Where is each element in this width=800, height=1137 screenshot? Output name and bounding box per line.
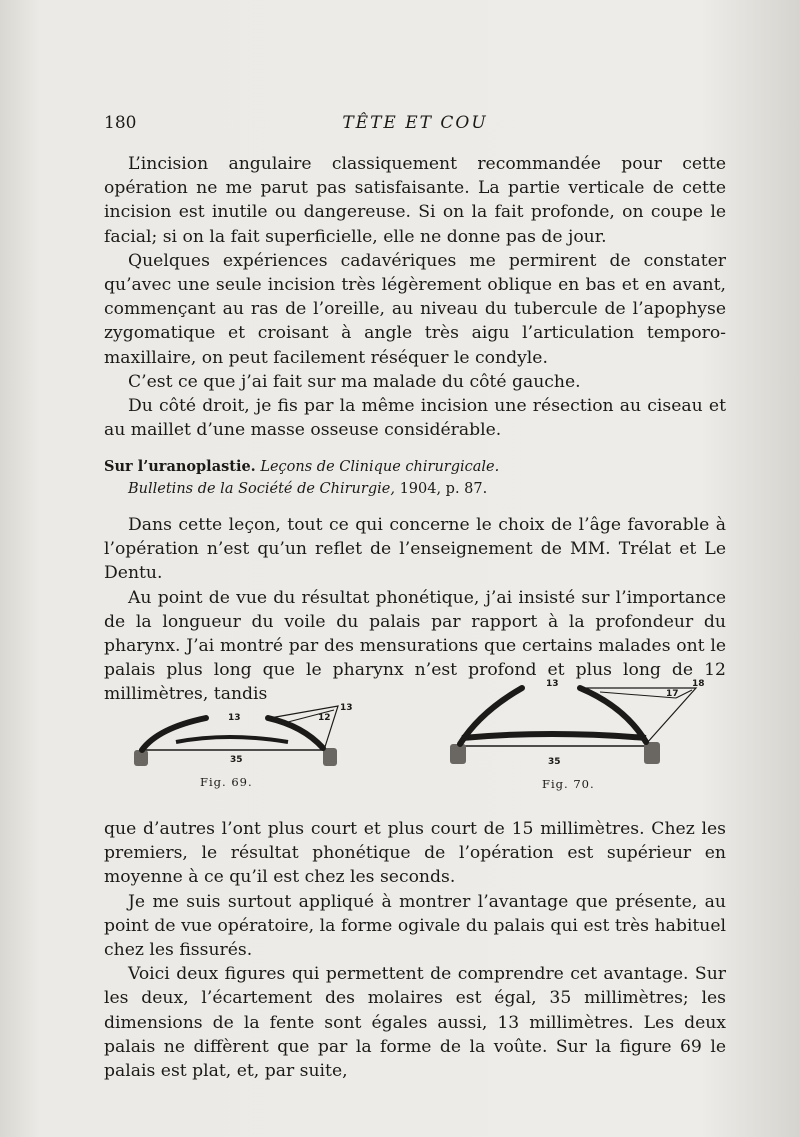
right-palatal-shelf [268, 718, 323, 748]
label-apex: 13 [340, 703, 353, 713]
text-block-bottom [104, 817, 726, 1083]
figure-70-ogival-palate [440, 672, 714, 792]
label-width: 35 [548, 757, 561, 767]
paragraph: Du côté droit, je fis par la même incision une résection au ciseau et au maillet d’une masse osseuse considérable. [104, 396, 726, 441]
figure-70-caption: Fig. 70. [542, 777, 595, 791]
paragraph: Voici deux figures qui permettent de comprendre cet avantage. Sur les deux, l’écartement des molaires est égal, 35 millimètres; les dimensions de la fente sont égales aussi, 13 millimètres. Les deux palais ne diffèrent que par la forme de la voûte. Sur la figure 69 le palais est plat, et, par suite, [104, 964, 726, 1082]
text-block-top [104, 152, 726, 442]
molar-right [644, 742, 660, 764]
reference-source-1: Leçons de Clinique chirurgicale. [260, 459, 500, 475]
running-head: TÊTE ET COU [342, 113, 488, 133]
septum-line [176, 737, 288, 742]
figure-69-caption: Fig. 69. [200, 775, 253, 789]
label-cleft: 13 [546, 679, 559, 689]
paragraph: Je me suis surtout appliqué à montrer l’avantage que présente, au point de vue opératoire, la forme ogivale du palais qui est très habituel chez les fissurés. [104, 891, 726, 961]
left-palatal-shelf [142, 718, 206, 750]
page-header [104, 113, 726, 139]
label-tri-b: 18 [692, 679, 705, 689]
paragraph: Au point de vue du résultat phonétique, j’ai insisté sur l’importance de la longueur du voile du palais par rapport à la profondeur du pharynx. J’ai montré par des mensurations que certains malades ont le palais plus long que le pharynx n’est profond et plus long de 12 millimètres, tandis [104, 587, 726, 705]
paragraph: L’incision angulaire classiquement recommandée pour cette opération ne me parut pas satisfaisante. La partie verticale de cette incision est inutile ou dangereuse. Si on la fait profonde, on coupe le facial; si on la fait superficielle, elle ne donne pas de jour. [104, 154, 726, 247]
label-width: 35 [230, 755, 243, 765]
bibliographic-reference [104, 456, 726, 500]
paragraph: que d’autres l’ont plus court et plus court de 15 millimètres. Chez les premiers, le résultat phonétique de l’opération est supérieur en moyenne à ce qu’il est chez les seconds. [104, 819, 726, 888]
label-triangle: 12 [318, 713, 331, 723]
molar-right [323, 748, 337, 766]
label-tri-a: 17 [666, 689, 679, 699]
paragraph: Quelques expériences cadavériques me permirent de constater qu’avec une seule incision très légèrement oblique en bas et en avant, commençant au ras de l’oreille, au niveau du tubercule de l’apophyse zygomatique et croisant à angle très aigu l’articulation temporo-maxillaire, on peut facilement réséquer le condyle. [104, 250, 726, 368]
triangle-inner [600, 692, 676, 698]
reference-year-pages: 1904, p. 87. [399, 481, 488, 497]
molar-left [450, 744, 466, 764]
paragraph: C’est ce que j’ai fait sur ma malade du côté gauche. [128, 371, 581, 392]
reference-title: Sur l’uranoplastie. [104, 458, 256, 475]
paragraph: Dans cette leçon, tout ce qui concerne le choix de l’âge favorable à l’opération n’est qu’un reflet de l’enseignement de MM. Trélat et Le Dentu. [104, 515, 726, 584]
page-number: 180 [104, 113, 137, 133]
reference-source-2: Bulletins de la Société de Chirurgie, [128, 481, 395, 497]
septum-line [462, 734, 646, 738]
label-cleft: 13 [228, 713, 241, 723]
